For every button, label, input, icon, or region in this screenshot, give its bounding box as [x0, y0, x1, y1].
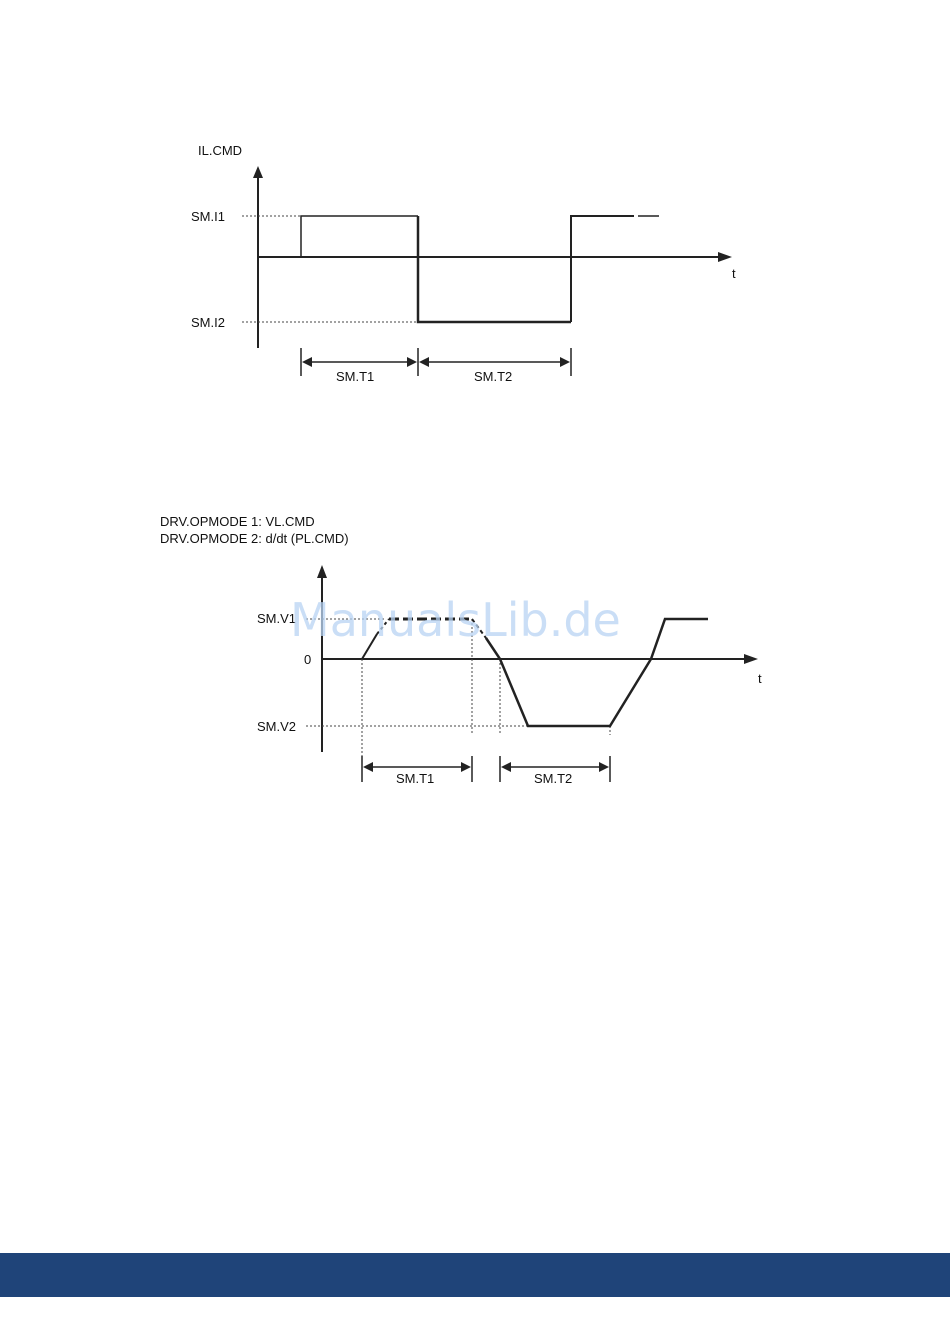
d2-interval1-arrow-right	[461, 762, 471, 772]
d2-interval2-label: SM.T2	[534, 771, 573, 786]
d1-signal-return	[571, 216, 634, 322]
d2-heading-line2: DRV.OPMODE 2: d/dt (PL.CMD)	[160, 531, 349, 546]
velocity-command-diagram	[160, 514, 762, 786]
d2-interval1-arrow-left	[363, 762, 373, 772]
d2-interval1-label: SM.T1	[396, 771, 435, 786]
d2-x-axis-label: t	[758, 671, 762, 686]
d2-level-low-label: SM.V2	[257, 719, 297, 734]
d2-heading-line1: DRV.OPMODE 1: VL.CMD	[160, 514, 315, 529]
current-command-diagram	[191, 143, 736, 384]
footer-bar	[0, 1253, 950, 1297]
d1-signal-fall	[418, 216, 571, 322]
d2-y-axis-arrowhead	[317, 565, 327, 578]
d1-level-low-label: SM.I2	[191, 315, 225, 330]
d1-interval1-label: SM.T1	[336, 369, 375, 384]
d1-signal-rise	[301, 216, 418, 257]
d1-interval1-arrow-right	[407, 357, 417, 367]
d1-y-axis-label: IL.CMD	[198, 143, 243, 158]
watermark-text: ManualsLib.de	[290, 593, 621, 647]
d2-zero-label: 0	[304, 652, 312, 667]
d2-x-axis-arrowhead	[744, 654, 758, 664]
d1-interval1-arrow-left	[302, 357, 312, 367]
d1-y-axis-arrowhead	[253, 166, 263, 178]
d2-interval2-arrow-left	[501, 762, 511, 772]
d2-interval2-arrow-right	[599, 762, 609, 772]
d1-x-axis-arrowhead	[718, 252, 732, 262]
d2-level-high-label: SM.V1	[257, 611, 297, 626]
d1-interval2-arrow-right	[560, 357, 570, 367]
d1-interval2-label: SM.T2	[474, 369, 513, 384]
d1-interval2-arrow-left	[419, 357, 429, 367]
d1-x-axis-label: t	[732, 266, 736, 281]
d1-level-high-label: SM.I1	[191, 209, 225, 224]
